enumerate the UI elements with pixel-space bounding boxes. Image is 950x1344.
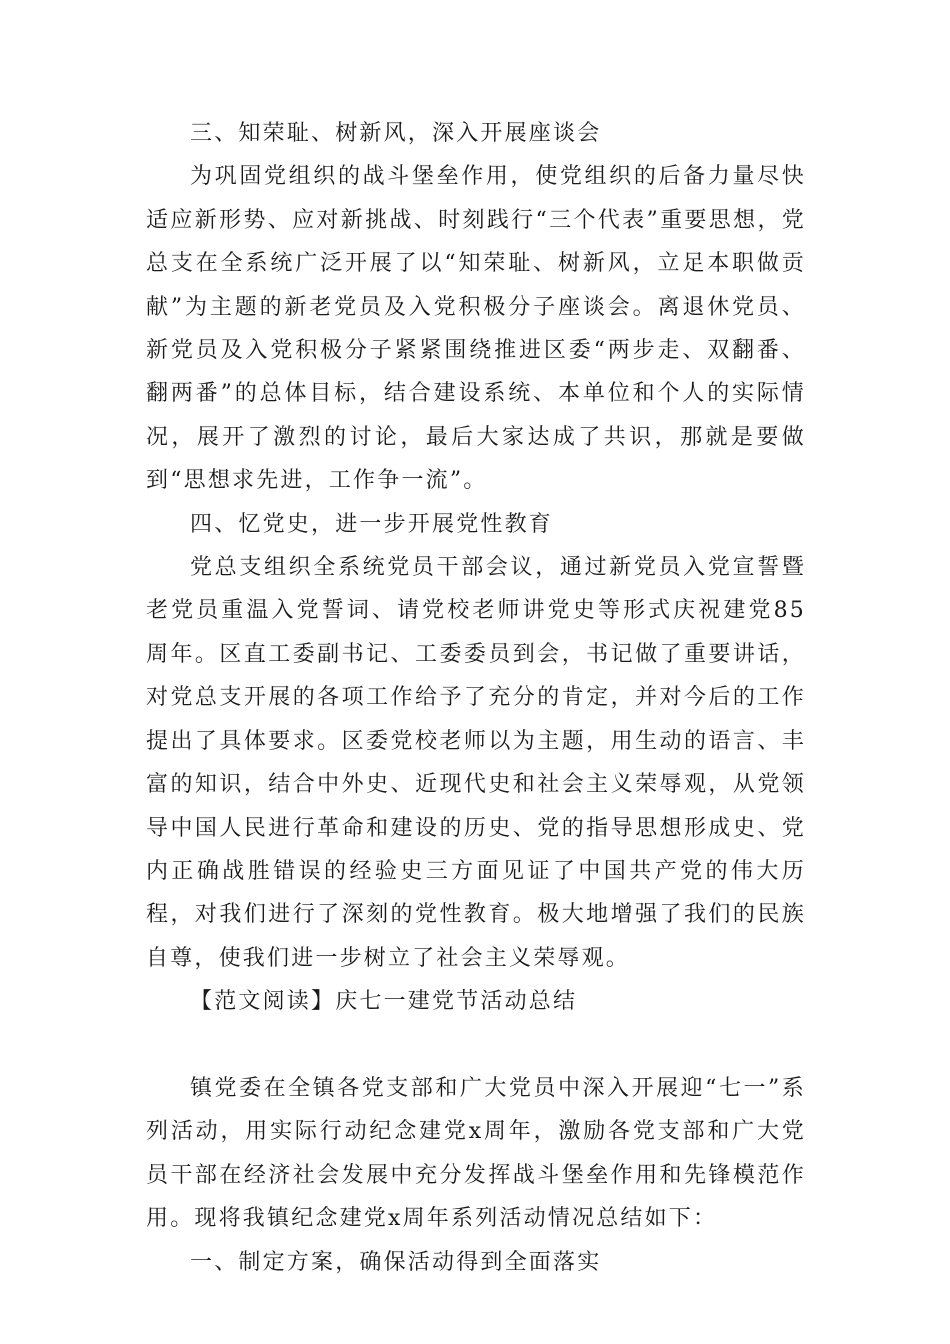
sample-intro: 镇党委在全镇各党支部和广大党员中深入开展迎“七一”系列活动，用实际行动纪念建党x周年，激励各党支部和广大党员干部在经济社会发展中充分发挥战斗堡垒作用和先锋模范作用。现将我镇纪念建党x周年系列活动情况总结如下： [146, 1075, 806, 1232]
blank-line [146, 1024, 806, 1067]
sample-section-heading-1: 一、制定方案，确保活动得到全面落实 [190, 1249, 602, 1275]
sample-title: 【范文阅读】庆七一建党节活动总结 [190, 989, 578, 1015]
section-body-3: 为巩固党组织的战斗堡垒作用，使党组织的后备力量尽快适应新形势、应对新挑战、时刻践行“三个代表”重要思想，党总支在全系统广泛开展了以“知荣耻、树新风，立足本职做贡献”为主题的新老党员及入党积极分子座谈会。离退休党员、新党员及入党积极分子紧紧围绕推进区委“两步走、双翻番、翻两番”的总体目标，结合建设系统、本单位和个人的实际情况，展开了激烈的讨论，最后大家达成了共识，那就是要做到“思想求先进，工作争一流”。 [146, 164, 806, 494]
document-page [146, 112, 806, 1284]
section-body-4: 党总支组织全系统党员干部会议，通过新党员入党宣誓暨老党员重温入党誓词、请党校老师讲党史等形式庆祝建党85周年。区直工委副书记、工委委员到会，书记做了重要讲话，对党总支开展的各项工作给予了充分的肯定，并对今后的工作提出了具体要求。区委党校老师以为主题，用生动的语言、丰富的知识，结合中外史、近现代史和社会主义荣辱观，从党领导中国人民进行革命和建设的历史、党的指导思想形成史、党内正确战胜错误的经验史三方面见证了中国共产党的伟大历程，对我们进行了深刻的党性教育。极大地增强了我们的民族自尊，使我们进一步树立了社会主义荣辱观。 [146, 555, 806, 971]
section-heading-3: 三、知荣耻、树新风，深入开展座谈会 [190, 121, 602, 146]
section-heading-4: 四、忆党史，进一步开展党性教育 [190, 511, 554, 537]
